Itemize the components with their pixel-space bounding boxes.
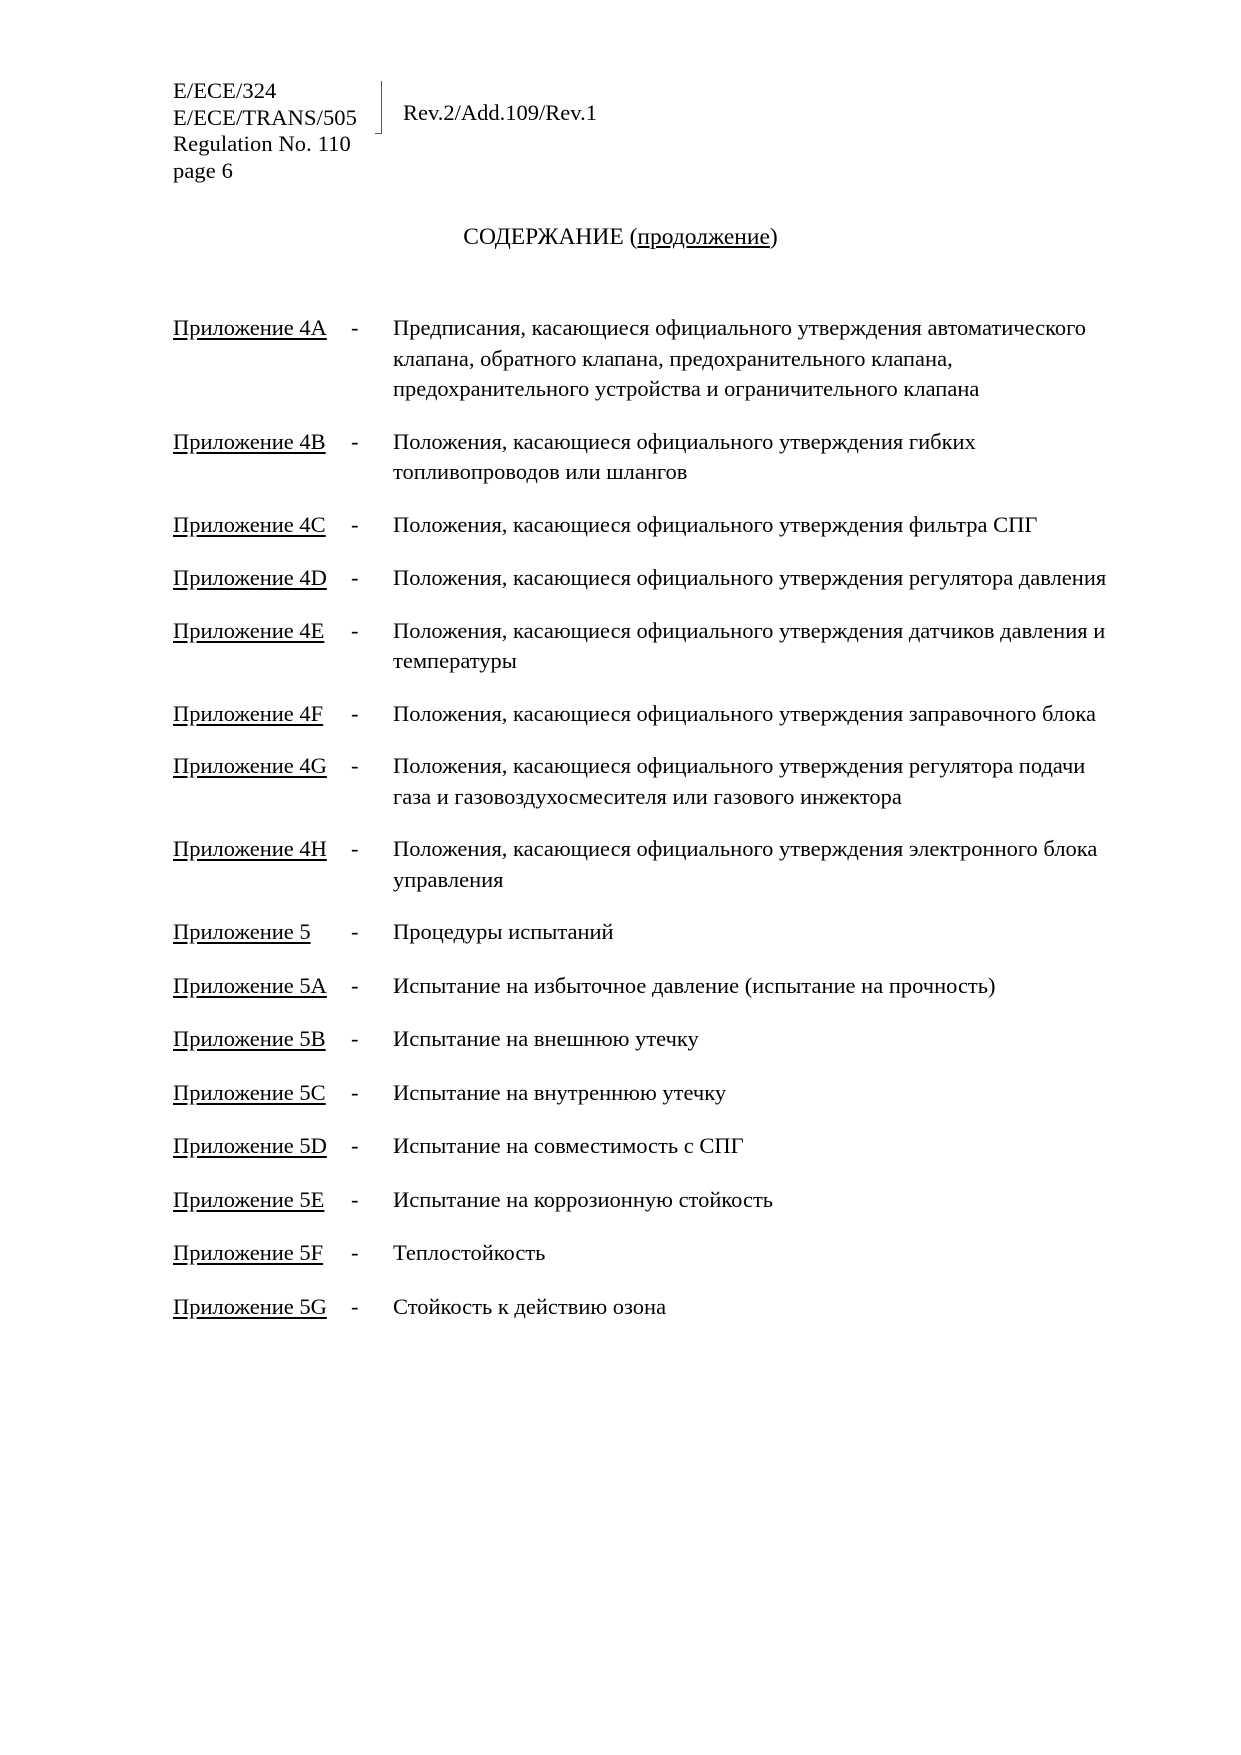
annex-title: Испытание на совместимость с СПГ (393, 1133, 744, 1158)
toc-entry-annex-4f[interactable] (173, 699, 1113, 730)
annex-title: Положения, касающиеся официального утверждения электронного блока управления (393, 836, 1098, 892)
annex-separator: - (351, 700, 359, 726)
table-of-contents (173, 313, 1113, 1322)
annex-separator: - (351, 919, 359, 944)
annex-label[interactable]: Приложение 5C (173, 1079, 326, 1105)
annex-separator: - (351, 1079, 359, 1105)
toc-entry-annex-4a[interactable] (173, 313, 1113, 405)
annex-label[interactable]: Приложение 4E (173, 617, 325, 643)
toc-entry-annex-4h[interactable] (173, 834, 1113, 895)
annex-title: Испытание на коррозионную стойкость (393, 1186, 774, 1212)
annex-label[interactable]: Приложение 4H (173, 836, 327, 861)
contents-title (0, 222, 1241, 252)
annex-title: Испытание на избыточное давление (испытание на прочность) (393, 972, 996, 998)
annex-label[interactable]: Приложение 5 (173, 919, 311, 944)
toc-entry-annex-5a[interactable] (173, 971, 1113, 1002)
toc-entry-annex-5f[interactable] (173, 1238, 1113, 1269)
annex-label[interactable]: Приложение 4D (173, 565, 327, 590)
contents-title-close: ) (769, 224, 778, 250)
annex-separator: - (351, 428, 359, 454)
annex-separator: - (351, 511, 359, 537)
contents-title-main: СОДЕРЖАНИЕ ( (463, 224, 638, 250)
annex-label[interactable]: Приложение 5A (173, 972, 327, 998)
annex-title: Испытание на внутреннюю утечку (393, 1079, 727, 1105)
annex-label[interactable]: Приложение 5D (173, 1133, 327, 1158)
document-symbol-line-1: E/ECE/324 (173, 78, 277, 103)
annex-title: Процедуры испытаний (393, 919, 614, 944)
annex-label[interactable]: Приложение 4G (173, 753, 327, 778)
annex-label[interactable]: Приложение 5G (173, 1293, 327, 1319)
annex-separator: - (351, 1240, 359, 1265)
toc-entry-annex-4b[interactable] (173, 427, 1113, 488)
annex-title: Испытание на внешнюю утечку (393, 1026, 699, 1051)
annex-label[interactable]: Приложение 5F (173, 1240, 324, 1265)
toc-entry-annex-5[interactable] (173, 917, 1113, 948)
toc-entry-annex-5e[interactable] (173, 1185, 1113, 1216)
annex-title: Стойкость к действию озона (393, 1293, 667, 1319)
contents-title-continued: продолжение (637, 224, 770, 250)
annex-title: Положения, касающиеся официального утверждения гибких топливопроводов или шлангов (393, 428, 976, 484)
toc-entry-annex-4g[interactable] (173, 751, 1113, 812)
annex-title: Положения, касающиеся официального утверждения регулятора подачи газа и газовоздухосмесителя или газового инжектора (393, 753, 1086, 809)
annex-separator: - (351, 565, 359, 590)
toc-entry-annex-5d[interactable] (173, 1131, 1113, 1162)
toc-entry-annex-5c[interactable] (173, 1078, 1113, 1109)
brace-icon (367, 81, 393, 137)
annex-label[interactable]: Приложение 5E (173, 1186, 325, 1212)
toc-entry-annex-4c[interactable] (173, 510, 1113, 541)
document-header (173, 78, 597, 184)
toc-entry-annex-5g[interactable] (173, 1292, 1113, 1323)
annex-label[interactable]: Приложение 4F (173, 700, 324, 726)
annex-title: Предписания, касающиеся официального утверждения автоматического клапана, обратного клапана, предохранительного клапана, предохранительного устройства и ограничительного клапана (393, 315, 1087, 401)
annex-separator: - (351, 1293, 359, 1319)
annex-separator: - (351, 315, 359, 340)
annex-title: Положения, касающиеся официального утверждения заправочного блока (393, 700, 1096, 726)
annex-label[interactable]: Приложение 4C (173, 511, 326, 537)
annex-separator: - (351, 617, 359, 643)
annex-separator: - (351, 1026, 359, 1051)
toc-entry-annex-4d[interactable] (173, 563, 1113, 594)
document-symbol-line-2: E/ECE/TRANS/505 (173, 104, 358, 130)
annex-title: Положения, касающиеся официального утверждения датчиков давления и температуры (393, 617, 1106, 673)
revision-label: Rev.2/Add.109/Rev.1 (403, 100, 597, 125)
annex-title: Положения, касающиеся официального утверждения фильтра СПГ (393, 511, 1038, 537)
annex-separator: - (351, 1186, 359, 1212)
regulation-number: Regulation No. 110 (173, 131, 351, 156)
annex-separator: - (351, 972, 359, 998)
annex-separator: - (351, 1133, 359, 1158)
annex-title: Теплостойкость (393, 1240, 546, 1265)
annex-label[interactable]: Приложение 5B (173, 1026, 326, 1051)
annex-label[interactable]: Приложение 4A (173, 315, 327, 340)
annex-separator: - (351, 836, 359, 861)
page-number: page 6 (173, 157, 233, 183)
annex-separator: - (351, 753, 359, 778)
annex-title: Положения, касающиеся официального утверждения регулятора давления (393, 565, 1107, 590)
document-symbol-block (173, 78, 357, 184)
toc-entry-annex-5b[interactable] (173, 1024, 1113, 1055)
annex-label[interactable]: Приложение 4B (173, 428, 326, 454)
toc-entry-annex-4e[interactable] (173, 616, 1113, 677)
